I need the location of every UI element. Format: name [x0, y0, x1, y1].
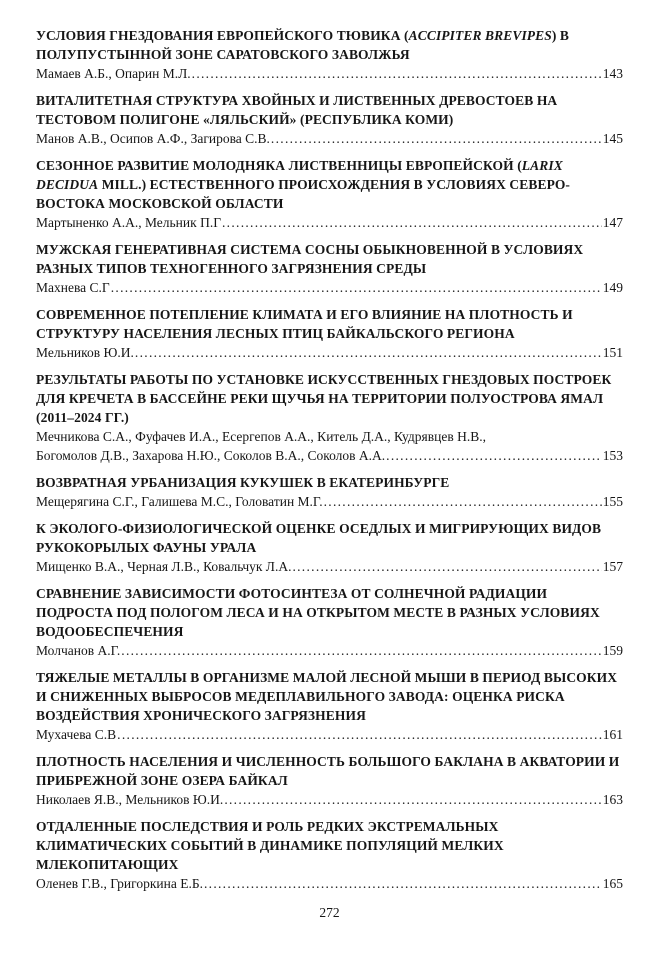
entry-title-line	[36, 603, 623, 622]
entry-authors-line	[36, 343, 623, 362]
entry-title-line	[36, 622, 623, 641]
entry-title-text: СТРУКТУРУ НАСЕЛЕНИЯ ЛЕСНЫХ ПТИЦ БАЙКАЛЬСКОГО РЕГИОНА	[36, 326, 515, 341]
entry-title-line	[36, 91, 623, 110]
entry-page-number: 161	[602, 727, 623, 742]
latin-species-name: LARIX	[521, 158, 563, 173]
entry-title-line	[36, 408, 623, 427]
entry-title-line	[36, 156, 623, 175]
entry-authors-line	[36, 64, 623, 83]
entry-title-line	[36, 194, 623, 213]
toc-entry	[36, 240, 623, 297]
entry-title-line	[36, 305, 623, 324]
entry-author-names: Махнева С.Г	[36, 280, 110, 295]
entry-title-text: МЛЕКОПИТАЮЩИХ	[36, 857, 179, 872]
toc-entry	[36, 668, 623, 744]
entry-title-text: ВОЗВРАТНАЯ УРБАНИЗАЦИЯ КУКУШЕК В ЕКАТЕРИНБУРГЕ	[36, 475, 450, 490]
leader-dots	[192, 64, 602, 83]
entry-authors-line	[36, 427, 623, 446]
entry-title-line	[36, 584, 623, 603]
entry-page-number: 147	[602, 215, 623, 230]
entry-title-text: ВОЗДЕЙСТВИЯ ХРОНИЧЕСКОГО ЗАГРЯЗНЕНИЯ	[36, 708, 366, 723]
entry-title-line	[36, 519, 623, 538]
entry-title-text: ВОСТОКА МОСКОВСКОЙ ОБЛАСТИ	[36, 196, 284, 211]
entry-title-text: ) В	[551, 28, 570, 43]
leader-dots	[292, 557, 601, 576]
entry-page-number: 145	[602, 131, 623, 146]
leader-dots	[121, 641, 601, 660]
entry-title-line	[36, 706, 623, 725]
entry-title-line	[36, 836, 623, 855]
toc-entry	[36, 817, 623, 893]
entry-author-names: Мухачева С.В	[36, 727, 117, 742]
entry-title-line	[36, 473, 623, 492]
entry-title-text: ТЯЖЕЛЫЕ МЕТАЛЛЫ В ОРГАНИЗМЕ МАЛОЙ ЛЕСНОЙ МЫШИ В ПЕРИОД ВЫСОКИХ	[36, 670, 618, 685]
entry-title-line	[36, 324, 623, 343]
toc-entry	[36, 519, 623, 576]
entry-author-names: Мельников Ю.И.	[36, 345, 134, 360]
entry-author-names: Мищенко В.А., Черная Л.В., Ковальчук Л.А.	[36, 559, 292, 574]
entry-page-number: 157	[602, 559, 623, 574]
entry-title-text: ПРИБРЕЖНОЙ ЗОНЕ ОЗЕРА БАЙКАЛ	[36, 773, 288, 788]
entry-page-number: 159	[602, 643, 623, 658]
entry-authors-line	[36, 446, 623, 465]
entry-page-number: 149	[602, 280, 623, 295]
leader-dots	[135, 343, 602, 362]
entry-title-text: (2011–2024 ГГ.)	[36, 410, 129, 425]
entry-title-text: РАЗНЫХ ТИПОВ ТЕХНОГЕННОГО ЗАГРЯЗНЕНИЯ СРЕДЫ	[36, 261, 427, 276]
entry-page-number: 155	[602, 494, 623, 509]
entry-title-text: СОВРЕМЕННОЕ ПОТЕПЛЕНИЕ КЛИМАТА И ЕГО ВЛИЯНИЕ НА ПЛОТНОСТЬ И	[36, 307, 573, 322]
toc-entry	[36, 156, 623, 232]
toc-entry	[36, 752, 623, 809]
toc-entry	[36, 473, 623, 511]
leader-dots	[224, 790, 601, 809]
latin-species-name: ACCIPITER BREVIPES	[408, 28, 552, 43]
entry-title-text: КЛИМАТИЧЕСКИХ СОБЫТИЙ В ДИНАМИКЕ ПОПУЛЯЦИЙ МЕЛКИХ	[36, 838, 504, 853]
leader-dots	[204, 874, 602, 893]
leader-dots	[222, 213, 602, 232]
toc-list	[36, 26, 623, 893]
page-number: 272	[319, 905, 340, 920]
entry-title-text: ДЛЯ КРЕЧЕТА В БАССЕЙНЕ РЕКИ ЩУЧЬЯ НА ТЕРРИТОРИИ ПОЛУОСТРОВА ЯМАЛ	[36, 391, 604, 406]
latin-species-name: DECIDUA	[36, 177, 99, 192]
entry-author-names: Мещерягина С.Г., Галишева М.С., Головатин М.Г.	[36, 494, 323, 509]
entry-title-line	[36, 240, 623, 259]
entry-authors-line	[36, 725, 623, 744]
entry-title-text: РУКОКОРЫЛЫХ ФАУНЫ УРАЛА	[36, 540, 257, 555]
leader-dots	[386, 446, 602, 465]
entry-author-names: Мамаев А.Б., Опарин М.Л.	[36, 66, 191, 81]
entry-title-text: ПЛОТНОСТЬ НАСЕЛЕНИЯ И ЧИСЛЕННОСТЬ БОЛЬШОГО БАКЛАНА В АКВАТОРИИ И	[36, 754, 620, 769]
entry-title-line	[36, 45, 623, 64]
toc-entry	[36, 584, 623, 660]
entry-authors-line	[36, 213, 623, 232]
entry-title-line	[36, 817, 623, 836]
entry-page-number: 151	[602, 345, 623, 360]
entry-authors-line	[36, 492, 623, 511]
entry-title-text: ПОДРОСТА ПОД ПОЛОГОМ ЛЕСА И НА ОТКРЫТОМ МЕСТЕ В РАЗНЫХ УСЛОВИЯХ	[36, 605, 600, 620]
entry-title-line	[36, 110, 623, 129]
entry-title-line	[36, 771, 623, 790]
entry-author-names: Богомолов Д.В., Захарова Н.Ю., Соколов В.А., Соколов А.А.	[36, 448, 386, 463]
leader-dots	[271, 129, 602, 148]
entry-title-text: И СНИЖЕННЫХ ВЫБРОСОВ МЕДЕПЛАВИЛЬНОГО ЗАВОДА: ОЦЕНКА РИСКА	[36, 689, 565, 704]
entry-authors-line	[36, 557, 623, 576]
entry-authors-line	[36, 129, 623, 148]
entry-title-line	[36, 26, 623, 45]
toc-entry	[36, 91, 623, 148]
entry-title-line	[36, 259, 623, 278]
entry-author-names: Мартыненко А.А., Мельник П.Г	[36, 215, 221, 230]
page-footer	[36, 903, 623, 922]
entry-title-line	[36, 668, 623, 687]
entry-title-line	[36, 389, 623, 408]
entry-author-names: Оленев Г.В., Григоркина Е.Б.	[36, 876, 203, 891]
entry-page-number: 165	[602, 876, 623, 891]
leader-dots	[117, 725, 602, 744]
entry-authors-line	[36, 278, 623, 297]
entry-title-text: ПОЛУПУСТЫННОЙ ЗОНЕ САРАТОВСКОГО ЗАВОЛЖЬЯ	[36, 47, 410, 62]
entry-title-line	[36, 752, 623, 771]
entry-title-text: СЕЗОННОЕ РАЗВИТИЕ МОЛОДНЯКА ЛИСТВЕННИЦЫ ЕВРОПЕЙСКОЙ (	[36, 158, 522, 173]
entry-title-text: РЕЗУЛЬТАТЫ РАБОТЫ ПО УСТАНОВКЕ ИСКУССТВЕННЫХ ГНЕЗДОВЫХ ПОСТРОЕК	[36, 372, 612, 387]
entry-title-text: MILL.) ЕСТЕСТВЕННОГО ПРОИСХОЖДЕНИЯ В УСЛОВИЯХ СЕВЕРО-	[98, 177, 571, 192]
entry-title-text: УСЛОВИЯ ГНЕЗДОВАНИЯ ЕВРОПЕЙСКОГО ТЮВИКА (	[36, 28, 409, 43]
entry-authors-line	[36, 874, 623, 893]
entry-authors-line	[36, 790, 623, 809]
entry-page-number: 153	[602, 448, 623, 463]
leader-dots	[111, 278, 602, 297]
entry-title-text: МУЖСКАЯ ГЕНЕРАТИВНАЯ СИСТЕМА СОСНЫ ОБЫКНОВЕННОЙ В УСЛОВИЯХ	[36, 242, 584, 257]
entry-title-line	[36, 538, 623, 557]
entry-title-line	[36, 370, 623, 389]
entry-title-text: ВИТАЛИТЕТНАЯ СТРУКТУРА ХВОЙНЫХ И ЛИСТВЕННЫХ ДРЕВОСТОЕВ НА	[36, 93, 558, 108]
entry-author-names: Николаев Я.В., Мельников Ю.И.	[36, 792, 224, 807]
toc-entry	[36, 26, 623, 83]
toc-entry	[36, 305, 623, 362]
entry-title-line	[36, 855, 623, 874]
entry-title-text: ТЕСТОВОМ ПОЛИГОНЕ «ЛЯЛЬСКИЙ» (РЕСПУБЛИКА КОМИ)	[36, 112, 454, 127]
entry-author-names: Молчанов А.Г.	[36, 643, 121, 658]
entry-authors-line	[36, 641, 623, 660]
toc-entry	[36, 370, 623, 465]
entry-page-number: 163	[602, 792, 623, 807]
entry-title-text: ОТДАЛЕННЫЕ ПОСЛЕДСТВИЯ И РОЛЬ РЕДКИХ ЭКСТРЕМАЛЬНЫХ	[36, 819, 499, 834]
leader-dots	[324, 492, 602, 511]
entry-title-line	[36, 687, 623, 706]
entry-title-text: СРАВНЕНИЕ ЗАВИСИМОСТИ ФОТОСИНТЕЗА ОТ СОЛНЕЧНОЙ РАДИАЦИИ	[36, 586, 548, 601]
entry-page-number: 143	[602, 66, 623, 81]
entry-author-names: Мечникова С.А., Фуфачев И.А., Есергепов А.А., Китель Д.А., Кудрявцев Н.В.,	[36, 429, 486, 444]
entry-title-line	[36, 175, 623, 194]
entry-title-text: К ЭКОЛОГО-ФИЗИОЛОГИЧЕСКОЙ ОЦЕНКЕ ОСЕДЛЫХ И МИГРИРУЮЩИХ ВИДОВ	[36, 521, 602, 536]
entry-author-names: Манов А.В., Осипов А.Ф., Загирова С.В.	[36, 131, 270, 146]
entry-title-text: ВОДООБЕСПЕЧЕНИЯ	[36, 624, 184, 639]
